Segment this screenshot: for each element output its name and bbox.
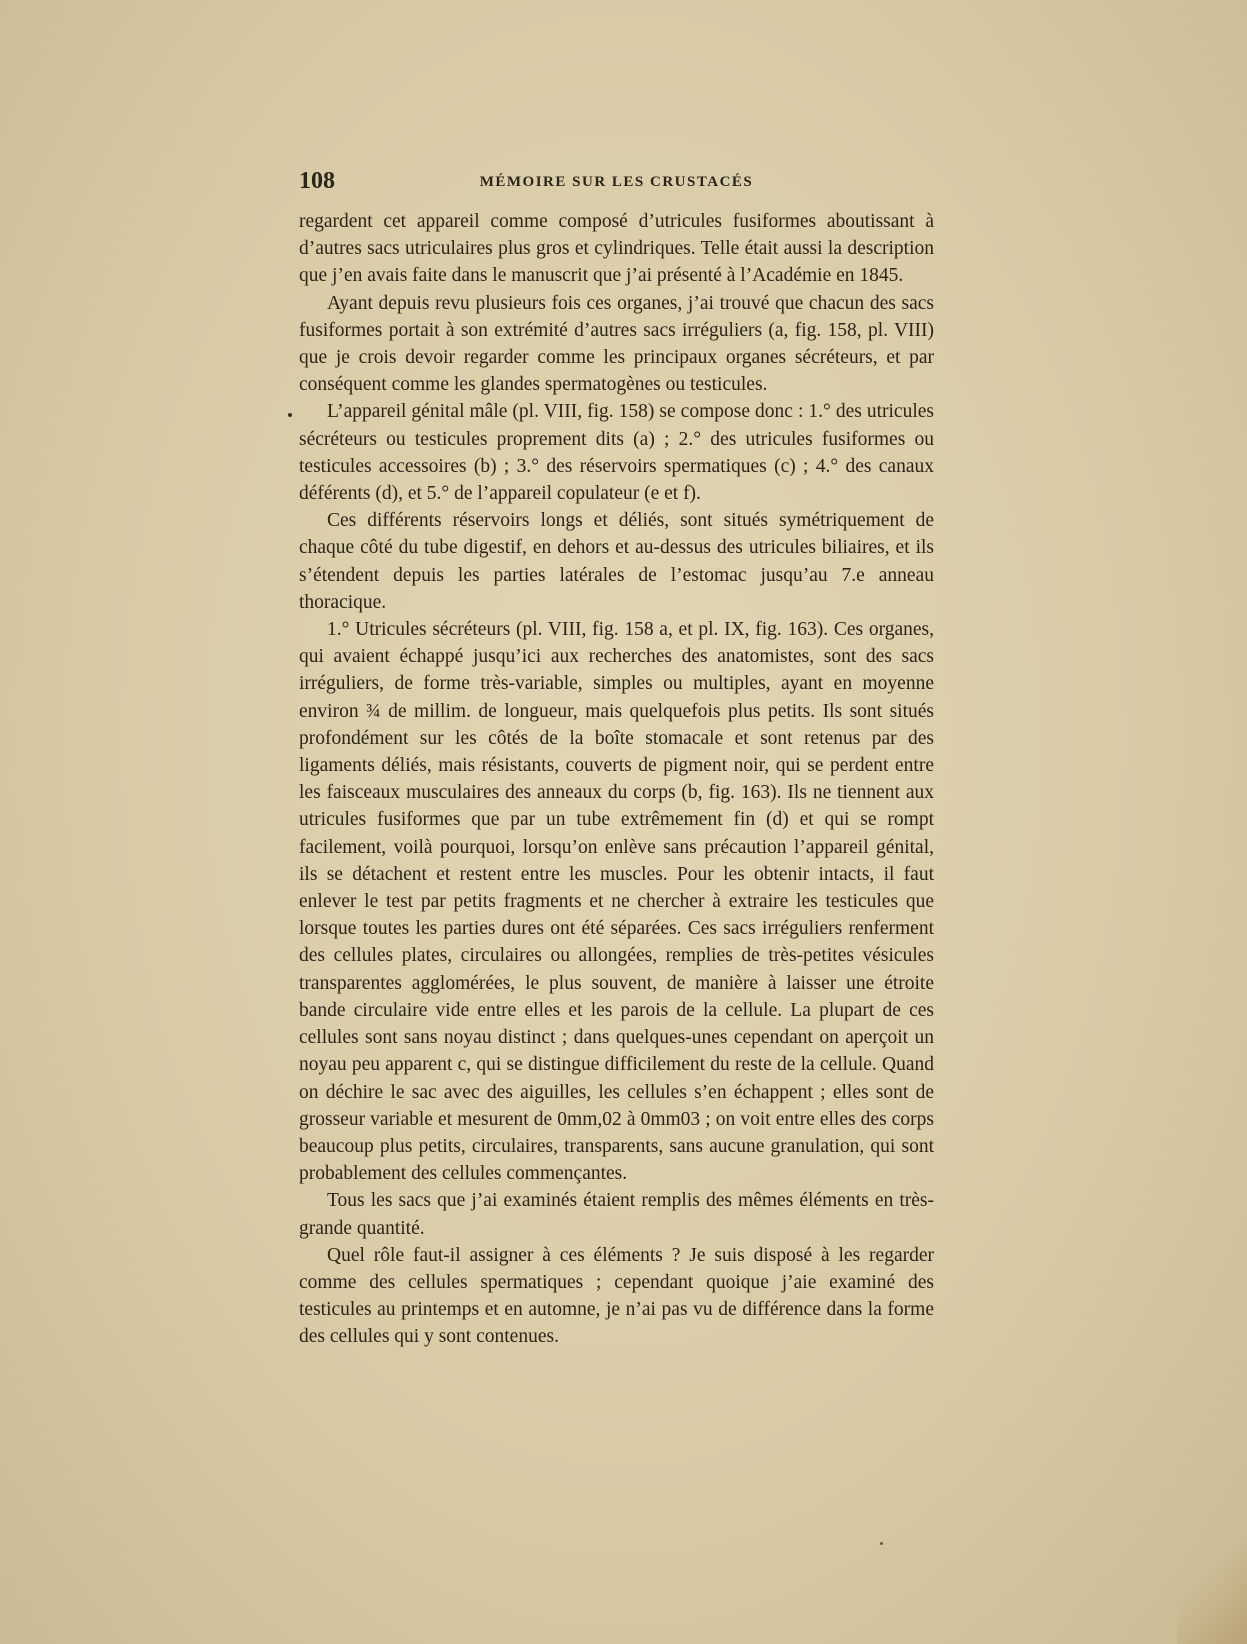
- paragraph: 1.° Utricules sécréteurs (pl. VIII, fig. 158 a, et pl. IX, fig. 163). Ces organes, qui avaient échappé jusqu’ici aux recherches des anatomistes, sont des sacs irréguliers, de forme très-variable, simples ou multiples, ayant en moyenne environ ¾ de millim. de longueur, mais quelquefois plus petits. Ils sont situés profondément sur les côtés de la boîte stomacale et sont retenus par des ligaments déliés, mais résistants, couverts de pigment noir, qui se perdent entre les faisceaux musculaires des anneaux du corps (b, fig. 163). Ils ne tiennent aux utricules fusiformes que par un tube extrêmement fin (d) et qui se rompt facilement, voilà pourquoi, lorsqu’on enlève sans précaution l’appareil génital, ils se détachent et restent entre les muscles. Pour les obtenir intacts, il faut enlever le test par petits fragments et ne chercher à extraire les testicules que lorsque toutes les parties dures ont été séparées. Ces sacs irréguliers renferment des cellules plates, circulaires ou allongées, remplies de très-petites vésicules transparentes agglomérées, le plus souvent, de manière à laisser une étroite bande circulaire vide entre elles et les parois de la cellule. La plupart de ces cellules sont sans noyau distinct ; dans quelques-unes cependant on aperçoit un noyau peu apparent c, qui se distingue difficilement du reste de la cellule. Quand on déchire le sac avec des aiguilles, les cellules s’en échappent ; elles sont de grosseur variable et mesurent de 0mm,02 à 0mm03 ; on voit entre elles des corps beaucoup plus petits, circulaires, transparents, sans aucune granulation, qui sont probablement des cellules commençantes.: [299, 619, 934, 1185]
- page-number: 108: [299, 168, 335, 194]
- page-corner-shadow: [1177, 1504, 1247, 1644]
- paper-spot: [880, 1542, 883, 1545]
- paragraph: Ces différents réservoirs longs et déliés, sont situés symétriquement de chaque côté du tube digestif, en dehors et au-dessus des utricules biliaires, et ils s’étendent depuis les parties latérales de l’estomac jusqu’au 7.e anneau thoracique.: [299, 510, 934, 613]
- paragraph: Tous les sacs que j’ai examinés étaient remplis des mêmes éléments en très-grande quantité.: [299, 1190, 934, 1239]
- running-title: MÉMOIRE SUR LES CRUSTACÉS: [479, 174, 754, 190]
- paragraph: Ayant depuis revu plusieurs fois ces organes, j’ai trouvé que chacun des sacs fusiformes portait à son extrémité d’autres sacs irréguliers (a, fig. 158, pl. VIII) que je crois devoir regarder comme les principaux organes sécréteurs, et par conséquent comme les glandes spermatogènes ou testicules.: [299, 292, 934, 396]
- body-text: [299, 208, 934, 1351]
- page-header: [299, 168, 934, 198]
- paragraph: regardent cet appareil comme composé d’utricules fusiformes aboutissant à d’autres sacs utriculaires plus gros et cylindriques. Telle était aussi la description que j’en avais faite dans le manuscrit que j’ai présenté à l’Académie en 1845.: [299, 211, 934, 287]
- paragraph: L’appareil génital mâle (pl. VIII, fig. 158) se compose donc : 1.° des utricules sécréteurs ou testicules proprement dits (a) ; 2.° des utricules fusiformes ou testicules accessoires (b) ; 3.° des réservoirs spermatiques (c) ; 4.° des canaux déférents (d), et 5.° de l’appareil copulateur (e et f).: [299, 401, 934, 505]
- paragraph: Quel rôle faut-il assigner à ces éléments ? Je suis disposé à les regarder comme des cellules spermatiques ; cependant quoique j’aie examiné des testicules au printemps et en automne, je n’ai pas vu de différence dans la forme des cellules qui y sont contenues.: [299, 1244, 934, 1348]
- margin-mark: [288, 413, 292, 417]
